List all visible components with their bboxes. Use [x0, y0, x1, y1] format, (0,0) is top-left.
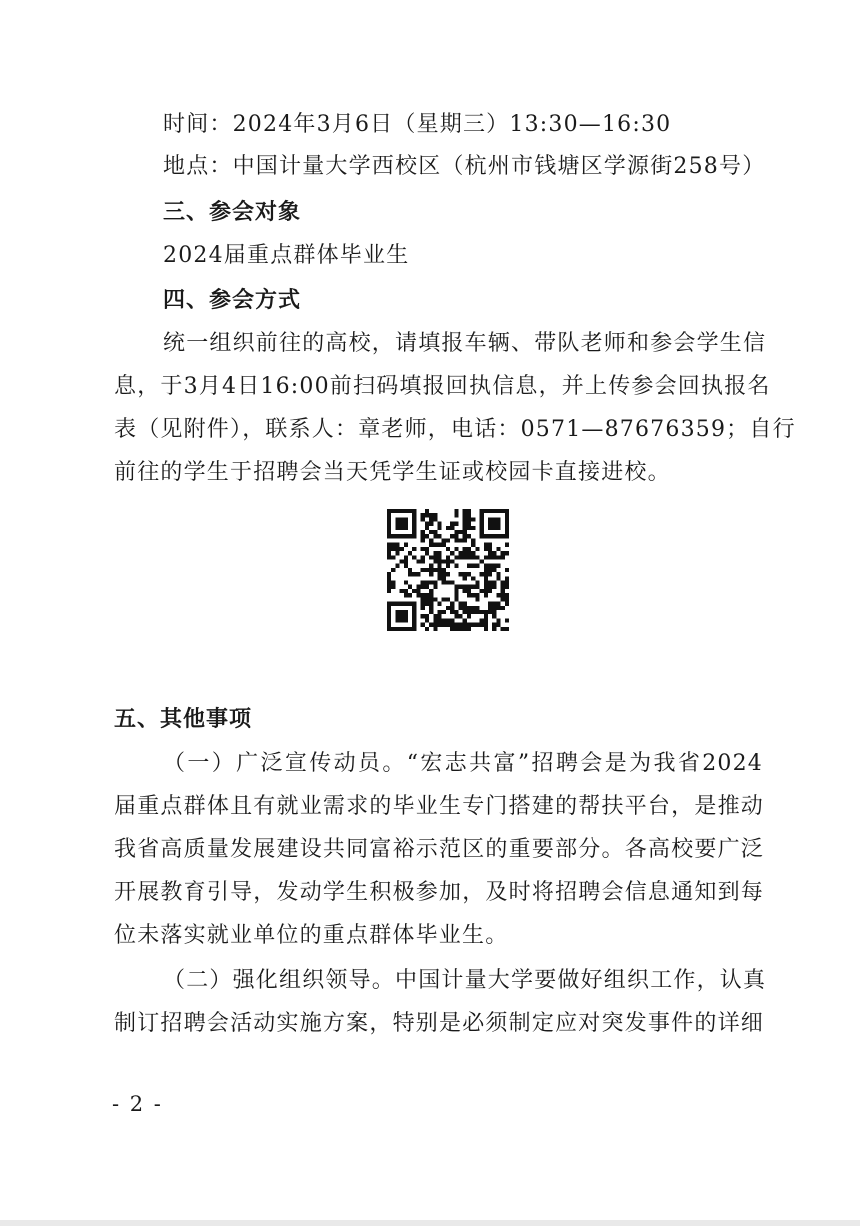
- paragraph-2-line: 制订招聘会活动实施方案，特别是必须制定应对突发事件的详细: [114, 1011, 764, 1036]
- section-3-heading: 三、参会对象: [163, 200, 302, 225]
- section-4-line: 统一组织前往的高校，请填报车辆、带队老师和参会学生信: [163, 331, 767, 356]
- scan-edge: [0, 1220, 860, 1226]
- section-4-line: 息，于3月4日16:00前扫码填报回执信息，并上传参会回执报名: [114, 374, 771, 399]
- qr-code-icon[interactable]: [387, 509, 509, 631]
- paragraph-1-line: 我省高质量发展建设共同富裕示范区的重要部分。各高校要广泛: [114, 837, 764, 862]
- paragraph-1-line: 届重点群体且有就业需求的毕业生专门搭建的帮扶平台，是推动: [114, 794, 764, 819]
- page-number: - 2 -: [112, 1092, 163, 1116]
- section-3-text: 2024届重点群体毕业生: [163, 243, 410, 268]
- paragraph-1-line: 位未落实就业单位的重点群体毕业生。: [114, 923, 509, 948]
- section-4-heading: 四、参会方式: [163, 288, 302, 313]
- paragraph-1-line: 开展教育引导，发动学生积极参加，及时将招聘会信息通知到每: [114, 880, 764, 905]
- event-time: 时间：2024年3月6日（星期三）13:30—16:30: [163, 112, 672, 137]
- paragraph-1-line: （一）广泛宣传动员。“宏志共富”招聘会是为我省2024: [163, 751, 763, 776]
- section-4-line: 前往的学生于招聘会当天凭学生证或校园卡直接进校。: [114, 460, 671, 485]
- event-location: 地点：中国计量大学西校区（杭州市钱塘区学源街258号）: [163, 154, 766, 179]
- paragraph-2-line: （二）强化组织领导。中国计量大学要做好组织工作，认真: [163, 968, 767, 993]
- section-4-line: 表（见附件），联系人：章老师，电话：0571—87676359；自行: [114, 417, 796, 442]
- section-5-heading: 五、其他事项: [114, 707, 253, 732]
